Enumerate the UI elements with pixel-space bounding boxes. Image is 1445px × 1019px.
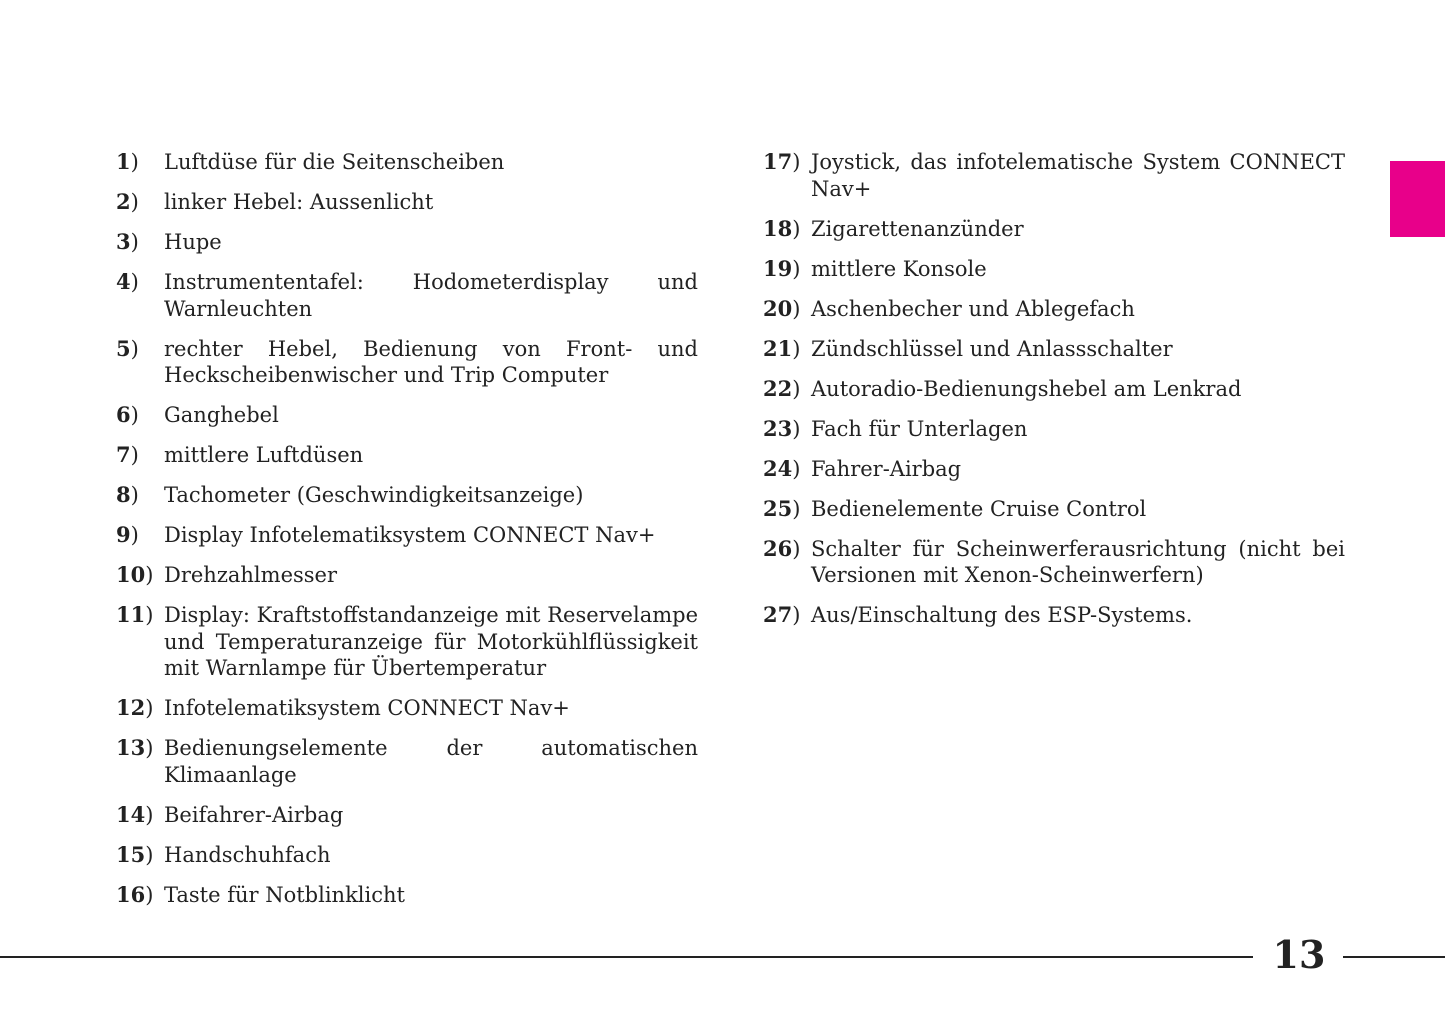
legend-item — [116, 269, 698, 322]
legend-item-text: Taste für Notblinklicht — [164, 882, 405, 907]
legend-item-number-value: 12 — [116, 695, 146, 720]
legend-item — [116, 562, 698, 589]
legend-item-text: Display Infotelematiksystem CONNECT Nav+ — [164, 523, 656, 547]
legend-item-text: Hupe — [164, 230, 222, 254]
legend-item-number: 1) — [116, 149, 139, 174]
legend-item — [116, 189, 698, 216]
legend-item-number-value: 18 — [763, 215, 793, 241]
legend-item-text: Display: Kraftstoffstandanzeige mit Reservelampe und Temperaturanzeige für Motorkühlflüssigkeit mit Warnlampe für Übertemperatur — [164, 603, 698, 680]
legend-item — [116, 695, 698, 722]
legend-item — [763, 336, 1345, 363]
legend-item-text: Handschuhfach — [164, 842, 331, 867]
legend-item-text: rechter Hebel, Bedienung von Front- und Heckscheibenwischer und Trip Computer — [164, 336, 698, 387]
legend-item-number: 19) — [763, 255, 801, 281]
legend-item — [763, 216, 1345, 243]
legend-item — [116, 482, 698, 509]
legend-item-number: 17) — [763, 149, 801, 174]
legend-item-number-value: 10 — [116, 562, 146, 587]
legend-item-number: 15) — [116, 841, 154, 867]
legend-list-left — [116, 149, 698, 922]
legend-item-text: Aus/Einschaltung des ESP-Systems. — [811, 603, 1193, 627]
legend-item — [763, 376, 1345, 403]
legend-item-text: Aschenbecher und Ablegefach — [811, 296, 1135, 321]
legend-item-text: Luftdüse für die Seitenscheiben — [164, 150, 505, 174]
legend-item — [763, 416, 1345, 443]
legend-item-text: Zündschlüssel und Anlassschalter — [811, 336, 1173, 361]
legend-item-number: 23) — [763, 415, 801, 441]
legend-item-text: Tachometer (Geschwindigkeitsanzeige) — [164, 483, 584, 507]
legend-item-text: linker Hebel: Aussenlicht — [164, 190, 434, 214]
legend-item-number-value: 1 — [116, 149, 131, 174]
legend-item-number: 20) — [763, 295, 801, 321]
legend-item — [116, 802, 698, 829]
legend-item-number: 14) — [116, 801, 154, 827]
legend-list-right — [763, 149, 1345, 642]
legend-item-text: mittlere Konsole — [811, 256, 987, 281]
legend-item-text: Infotelematiksystem CONNECT Nav+ — [164, 696, 570, 720]
legend-item — [116, 229, 698, 256]
legend-item-number: 26) — [763, 535, 801, 561]
legend-item-text: Ganghebel — [164, 403, 279, 427]
legend-item-number-value: 14 — [116, 801, 146, 827]
legend-item-text: Fach für Unterlagen — [811, 416, 1028, 441]
legend-item — [116, 149, 698, 176]
legend-item — [763, 536, 1345, 589]
legend-item-number-value: 16 — [116, 881, 146, 907]
legend-item — [763, 149, 1345, 202]
legend-item-number-value: 23 — [763, 415, 793, 441]
legend-item-number-value: 8 — [116, 482, 131, 507]
legend-item-number: 21) — [763, 335, 801, 361]
footer-rule-right — [1343, 956, 1445, 958]
legend-item — [116, 842, 698, 869]
legend-item-text: Fahrer-Airbag — [811, 456, 962, 481]
legend-item-number-value: 21 — [763, 335, 793, 361]
legend-item-number: 5) — [116, 335, 139, 361]
legend-item — [763, 456, 1345, 483]
legend-item-number-value: 9 — [116, 522, 131, 547]
legend-item-number-value: 27 — [763, 602, 793, 627]
legend-item-number: 8) — [116, 482, 139, 507]
legend-item-number-value: 7 — [116, 442, 131, 467]
legend-item-number-value: 20 — [763, 295, 793, 321]
legend-item — [116, 602, 698, 682]
legend-item-number: 6) — [116, 402, 139, 427]
legend-item — [116, 442, 698, 469]
legend-item-number: 24) — [763, 455, 801, 481]
legend-item-number: 7) — [116, 442, 139, 467]
legend-item-number-value: 13 — [116, 735, 146, 760]
legend-item-number: 16) — [116, 881, 154, 907]
legend-item-text: Zigarettenanzünder — [811, 216, 1024, 241]
legend-item-number-value: 2 — [116, 189, 131, 214]
legend-item-number: 2) — [116, 189, 139, 214]
legend-item-number-value: 22 — [763, 375, 793, 401]
footer-rule-left — [0, 956, 1253, 958]
legend-item-number: 9) — [116, 522, 139, 547]
page-number: 13 — [1272, 932, 1326, 977]
legend-item — [116, 882, 698, 909]
legend-item-number-value: 6 — [116, 402, 131, 427]
legend-item — [763, 256, 1345, 283]
legend-item-number-value: 25 — [763, 495, 793, 521]
legend-item-number-value: 17 — [763, 149, 793, 174]
legend-item-text: Bedienungselemente der automatischen Klimaanlage — [164, 736, 698, 787]
legend-item-number-value: 3 — [116, 229, 131, 254]
legend-item-number: 22) — [763, 375, 801, 401]
legend-item — [763, 496, 1345, 523]
legend-item-text: Bedienelemente Cruise Control — [811, 496, 1147, 521]
legend-item — [116, 522, 698, 549]
legend-item-number-value: 24 — [763, 455, 793, 481]
legend-item-number-value: 19 — [763, 255, 793, 281]
legend-item — [116, 735, 698, 788]
legend-item — [763, 602, 1345, 629]
legend-item-number: 10) — [116, 562, 154, 587]
legend-item-text: Drehzahlmesser — [164, 563, 338, 587]
legend-item — [763, 296, 1345, 323]
legend-item-number-value: 4 — [116, 269, 131, 294]
legend-item-number: 13) — [116, 735, 154, 760]
legend-item-text: Joystick, das infotelematische System CONNECT Nav+ — [811, 150, 1345, 201]
legend-item-number: 11) — [116, 602, 154, 627]
legend-item-number: 18) — [763, 215, 801, 241]
legend-item-number-value: 11 — [116, 602, 146, 627]
legend-item-number: 3) — [116, 229, 139, 254]
legend-item — [116, 402, 698, 429]
legend-item-text: Instrumententafel: Hodometerdisplay und Warnleuchten — [164, 270, 698, 321]
legend-item-number-value: 26 — [763, 535, 793, 561]
legend-item-number-value: 5 — [116, 335, 131, 361]
legend-item-text: mittlere Luftdüsen — [164, 443, 364, 467]
legend-item-number: 27) — [763, 602, 801, 627]
legend-item-number: 25) — [763, 495, 801, 521]
section-tab-marker — [1390, 161, 1445, 237]
legend-item — [116, 336, 698, 389]
legend-item-text: Beifahrer-Airbag — [164, 802, 344, 827]
legend-item-number: 12) — [116, 695, 154, 720]
legend-item-number: 4) — [116, 269, 139, 294]
legend-item-text: Autoradio-Bedienungshebel am Lenkrad — [811, 376, 1242, 401]
legend-item-text: Schalter für Scheinwerferausrichtung (nicht bei Versionen mit Xenon-Scheinwerfern) — [811, 536, 1345, 587]
legend-item-number-value: 15 — [116, 841, 146, 867]
